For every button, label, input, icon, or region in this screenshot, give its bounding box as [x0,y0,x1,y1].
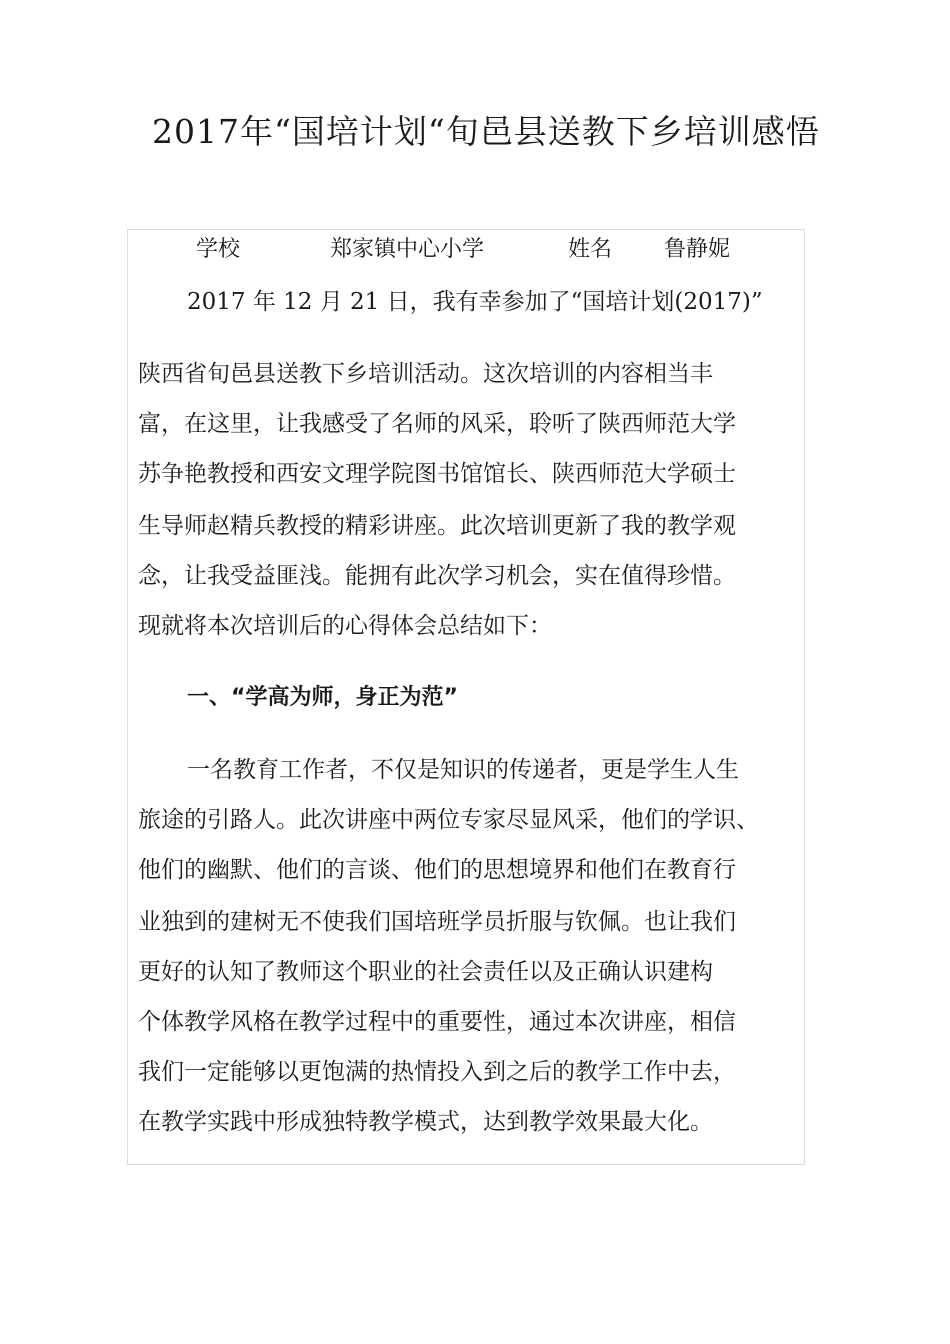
paragraph-line: 在教学实践中形成独特教学模式，达到教学效果最大化。 [138,1109,713,1135]
paragraph-line: 一名教育工作者，不仅是知识的传递者，更是学生人生 [187,757,739,783]
name-value: 鲁静妮 [664,237,731,262]
document-title: 2017年“国培计划“旬邑县送教下乡培训感悟 [152,112,820,151]
paragraph-line: 念，让我受益匪浅。能拥有此次学习机会，实在值得珍惜。 [138,563,736,589]
paragraph-line: 我们一定能够以更饱满的热情投入到之后的教学工作中去， [138,1059,736,1085]
paragraph-line: 陕西省旬邑县送教下乡培训活动。这次培训的内容相当丰 [138,361,713,387]
paragraph-line: 个体教学风格在教学过程中的重要性，通过本次讲座，相信 [138,1009,736,1035]
name-label: 姓名 [568,237,613,262]
paragraph-line: 旅途的引路人。此次讲座中两位专家尽显风采，他们的学识、 [138,807,759,833]
section-heading: 一、“学高为师，身正为范” [187,685,458,710]
paragraph-line: 富，在这里，让我感受了名师的风采，聆听了陕西师范大学 [138,411,736,437]
paragraph-line: 2017 年 12 月 21 日，我有幸参加了“国培计划(2017)” [187,289,763,315]
paragraph-line: 他们的幽默、他们的言谈、他们的思想境界和他们在教育行 [138,857,736,883]
paragraph-line: 更好的认知了教师这个职业的社会责任以及正确认识建构 [138,959,713,985]
paragraph-line: 苏争艳教授和西安文理学院图书馆馆长、陕西师范大学硕士 [138,461,736,487]
school-label: 学校 [196,237,241,262]
paragraph-line: 生导师赵精兵教授的精彩讲座。此次培训更新了我的教学观 [138,513,736,539]
school-value: 郑家镇中心小学 [330,237,485,262]
paragraph-line: 业独到的建树无不使我们国培班学员折服与钦佩。也让我们 [138,909,736,935]
paragraph-line: 现就将本次培训后的心得体会总结如下： [138,613,552,639]
